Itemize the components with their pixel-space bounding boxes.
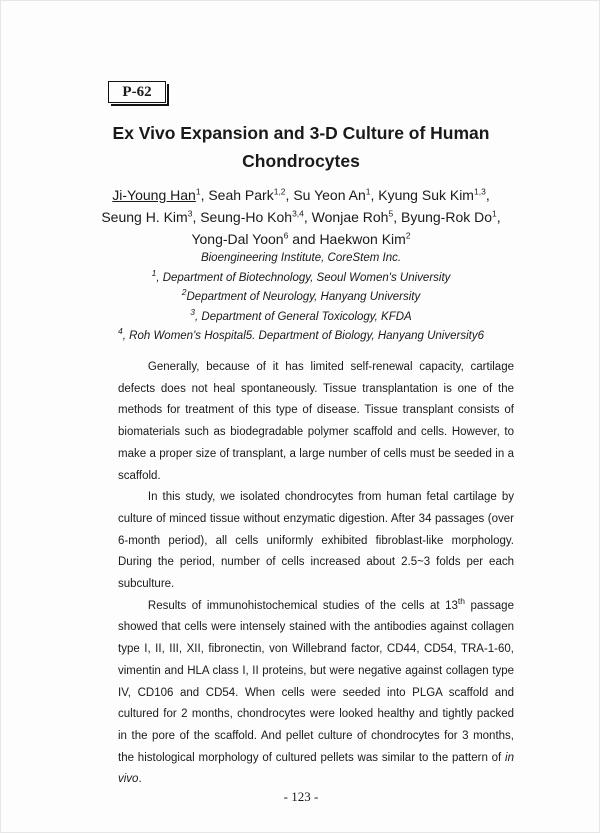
affil-mark: 4 [118, 326, 123, 337]
abstract-code-box [108, 81, 166, 103]
author-affil-mark: 6 [283, 230, 289, 241]
author-line-1 [41, 184, 561, 206]
author: , Byung-Rok Do [393, 209, 493, 225]
affil-mark: 2 [181, 287, 187, 298]
affiliation-text: , Roh Women's Hospital5. Department of Biology, Hanyang University6 [122, 330, 484, 342]
author-affil-mark: 1,2 [273, 186, 286, 197]
author-affil-mark: 1 [492, 208, 497, 219]
title-line-2: Chondrocytes [242, 151, 360, 171]
author-affil-mark: 2 [405, 230, 411, 241]
affiliation-1 [61, 269, 541, 289]
author-list [41, 184, 561, 250]
paragraph-3 [118, 596, 514, 791]
author: , Wonjae Roh [303, 209, 389, 225]
author: Seung H. Kim [101, 209, 188, 225]
paragraph-text: Results of immunohistochemical studies of the cells at 13 [147, 599, 458, 612]
author: and Haekwon Kim [288, 231, 406, 247]
author-separator: , [485, 187, 490, 203]
affiliation-3 [61, 308, 541, 328]
institute: Bioengineering Institute, CoreStem Inc. [200, 252, 402, 264]
author-affil-mark: 3,4 [292, 208, 304, 219]
author: , Kyung Suk Kim [370, 187, 474, 203]
author-affil-mark: 1 [195, 186, 201, 197]
author-separator: , [496, 209, 501, 225]
italic-term: in vivo [118, 751, 514, 786]
author: Yong-Dal Yoon [191, 231, 284, 247]
author-affil-mark: 1 [365, 186, 371, 197]
affiliation-text: , Department of General Toxicology, KFDA [195, 310, 412, 323]
paper-title [61, 119, 541, 175]
abstract-body [118, 357, 514, 791]
author-affil-mark: 1,3 [473, 186, 486, 197]
first-author: Ji-Young Han [112, 187, 196, 203]
title-line-1: Ex Vivo Expansion and 3-D Culture of Human [112, 123, 490, 143]
author-line-3 [41, 228, 561, 250]
affil-mark: 3 [190, 306, 196, 317]
author: , Su Yeon An [285, 187, 366, 203]
affiliation-text: Department of Neurology, Hanyang University [186, 291, 421, 303]
page-number: - 123 - [283, 789, 319, 804]
paragraph-text: passage showed that cells were intensely stained with the antibodies against collagen type I, II, III, XII, fibronectin, von Willebrand factor, CD44, CD54, TRA-1-60, vimentin and HLA class I, II proteins, but were negative against collagen type IV, CD106 and CD54. When cells were seeded into PLGA scaffold and cultured for 2 months, chondrocytes were looked healthy and tightly packed in the pore of the scaffold. And pellet culture of chondrocytes for 3 months, the histological morphology of cultured pellets was similar to the pattern of [118, 599, 514, 764]
affiliation-4 [61, 327, 541, 347]
affil-mark: 1 [151, 267, 157, 278]
author-affil-mark: 3 [187, 208, 193, 219]
author-line-2 [41, 206, 561, 228]
paragraph-2: In this study, we isolated chondrocytes from human fetal cartilage by culture of minced tissue without enzymatic digestion. After 34 passages (over 6-month period), all cells uniformly exhibited fibroblast-like morphology. During the period, number of cells increased about 2.5~3 folds per each subculture. [118, 491, 514, 591]
author: , Seah Park [200, 187, 274, 203]
paragraph-text: . [138, 773, 142, 786]
affiliation-text: , Department of Biotechnology, Seoul Women's University [156, 271, 451, 284]
ordinal-suffix: th [457, 595, 465, 606]
author: , Seung-Ho Koh [192, 209, 293, 225]
affiliation-2 [61, 288, 541, 308]
paragraph-1: Generally, because of it has limited self-renewal capacity, cartilage defects does not heal spontaneously. Tissue transplantation is one of the methods for treatment of this type of disease. Tissue transplant consists of biomaterials such as biodegradable polymer scaffold and cells. However, to make a proper size of transplant, a large number of cells must be seeded in a scaffold. [118, 361, 514, 482]
abstract-code: P-62 [122, 83, 152, 100]
affiliation-list [61, 249, 541, 347]
author-affil-mark: 5 [388, 208, 394, 219]
